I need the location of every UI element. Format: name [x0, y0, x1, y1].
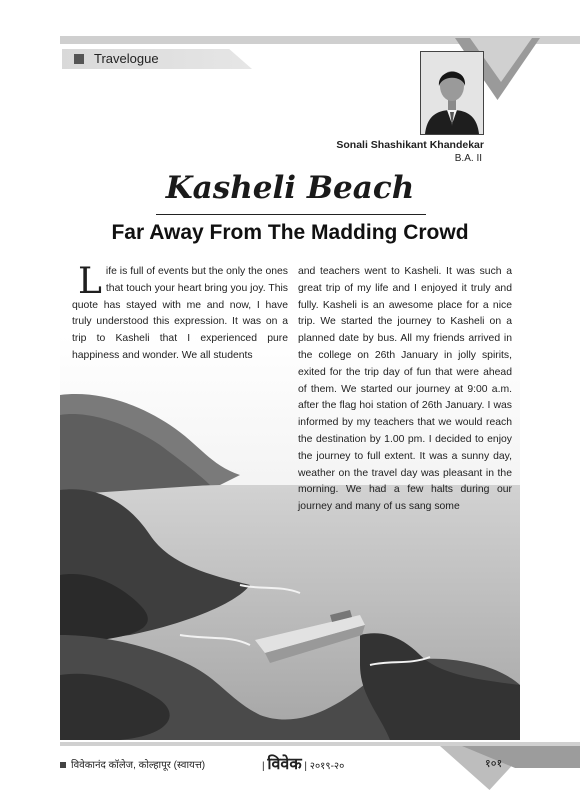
footer-year: २०१९-२० [309, 761, 345, 772]
article-title: Kasheli Beach [165, 170, 415, 206]
footer-square-icon [60, 762, 66, 768]
section-label: Travelogue [94, 51, 159, 66]
author-name: Sonali Shashikant Khandekar [336, 139, 484, 151]
author-photo [420, 51, 484, 135]
article-column-left [72, 261, 288, 365]
section-square-icon [74, 54, 84, 64]
drop-cap: L [78, 261, 102, 302]
magazine-logo: विवेक [267, 754, 302, 773]
footer-college [60, 757, 205, 771]
title-rule [156, 214, 426, 215]
footer-band [60, 742, 580, 746]
footer-college-text: विवेकानंद कॉलेज, कोल्हापूर (स्वायत्त) [71, 760, 206, 771]
footer-magazine: | विवेक | २०१९-२० [262, 754, 345, 773]
page-number: १०१ [485, 758, 503, 770]
column-left-text: ife is full of events but the only the ones that touch your heart bring you joy. This quote has stayed with me and now, I have truly understood this expression. It was on a trip to Kasheli that I experienced pure happiness and wonder. We all students [72, 266, 288, 361]
article-column-right: and teachers went to Kasheli. It was such a great trip of my life and I enjoyed it truly and fully. Kasheli is an awesome place for a nice trip. We started the journey to Kasheli on a planned date by bus. All my friends arrived in the college on 26th January in jolly spirits, exited for the trip day of fun that were ahead of them. We started our journey at 9:00 a.m. after the flag hoi station of 26th January. I was informed by my teachers that we would reach the destination by 1.00 pm. I decided to enjoy the journey to full extent. It was a sunny day, weather on the travel day was pleasant in the morning. We had a few halts during our journey and many of us sang some [298, 266, 512, 513]
article-subtitle: Far Away From The Madding Crowd [111, 221, 469, 244]
author-course: B.A. II [454, 153, 482, 164]
